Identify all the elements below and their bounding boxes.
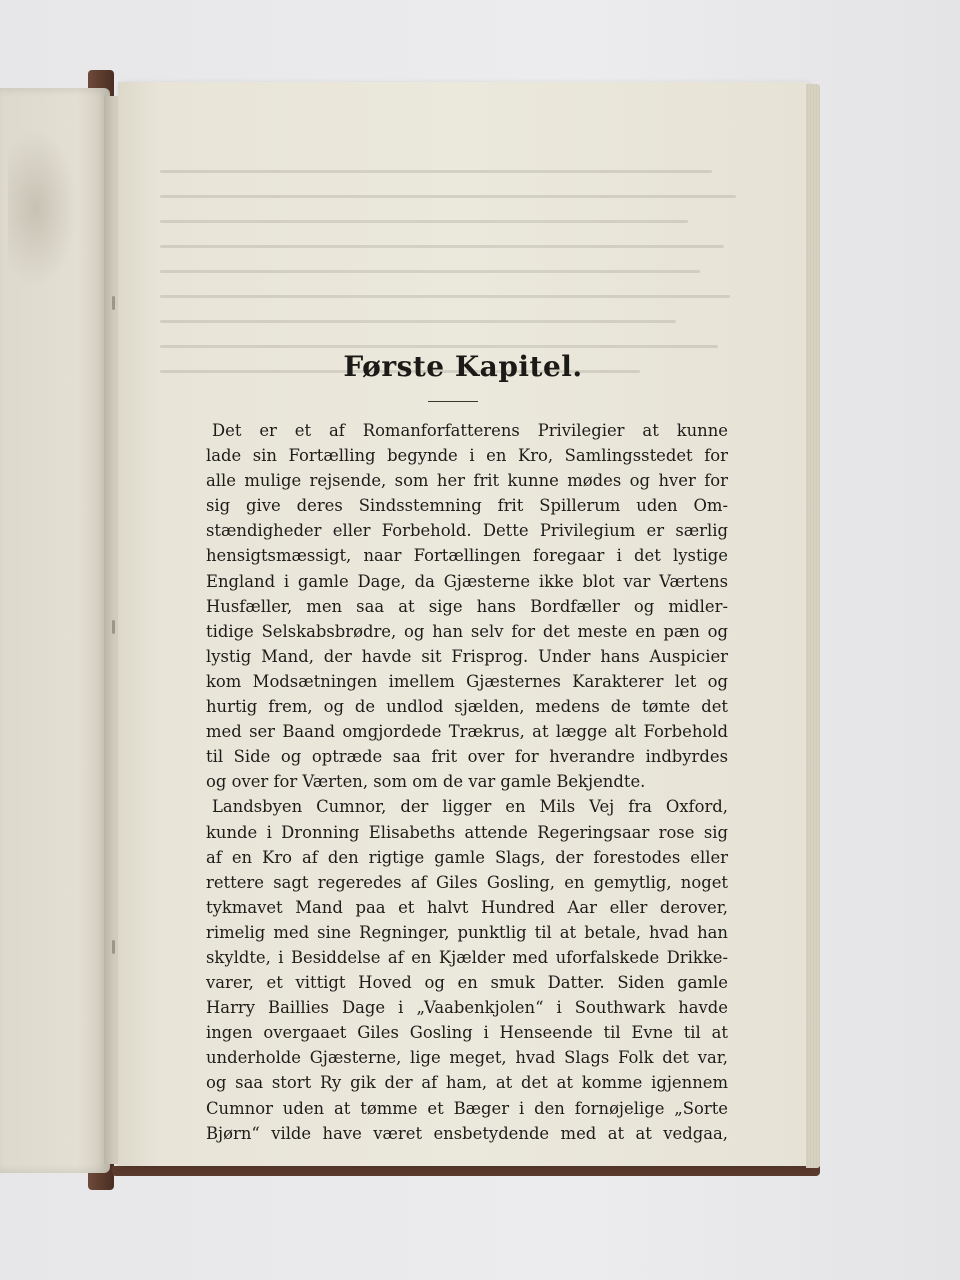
left-page (0, 88, 110, 1173)
text-line: Det er et af Romanforfatterens Privilegier at kunne (212, 421, 728, 440)
paragraph (206, 794, 728, 1145)
text-line: ingen overgaaet Giles Gosling i Henseende til Evne til at (206, 1023, 728, 1043)
text-line: hurtig frem, og de undlod sjælden, medens de tømte det (206, 697, 728, 717)
title-rule (428, 401, 478, 402)
text-line: Husfæller, men saa at sige hans Bordfæller og midler- (206, 596, 728, 616)
text-line: Bjørn“ vilde have været ensbetydende med at at vedgaa, (206, 1123, 728, 1143)
text-line: kunde i Dronning Elisabeths attende Regeringsaar rose sig (206, 822, 728, 842)
text-line: kom Modsætningen imellem Gjæsternes Karakterer let og (206, 671, 728, 691)
text-line: rimelig med sine Regninger, punktlig til at betale, hvad han (206, 922, 728, 942)
binding-stitch (112, 940, 115, 954)
text-line: med ser Baand omgjordede Trækrus, at lægge alt Forbehold (206, 722, 728, 742)
left-page-stain (8, 128, 78, 288)
binding-stitch (112, 620, 115, 634)
text-line: underholde Gjæsterne, lige meget, hvad Slags Folk det var, (206, 1048, 728, 1068)
binding-stitch (112, 296, 115, 310)
text-line: sig give deres Sindsstemning frit Spillerum uden Om- (206, 496, 728, 516)
text-line: og saa stort Ry gik der af ham, at det at komme igjennem (206, 1073, 728, 1093)
text-line: England i gamle Dage, da Gjæsterne ikke blot var Værtens (206, 571, 728, 591)
text-line: alle mulige rejsende, som her frit kunne mødes og hver for (206, 471, 728, 491)
cover-bottom-edge (112, 1166, 820, 1176)
text-line: til Side og optræde saa frit over for hverandre indbyrdes (206, 747, 728, 767)
text-line: lade sin Fortælling begynde i en Kro, Samlingsstedet for (206, 446, 728, 466)
text-line: Harry Baillies Dage i „Vaabenkjolen“ i Southwark havde (206, 998, 728, 1018)
chapter-body (206, 418, 728, 1146)
chapter-title: Første Kapitel. (343, 350, 583, 383)
text-line: tidige Selskabsbrødre, og han selv for det meste en pæn og (206, 621, 728, 641)
text-line: varer, et vittigt Hoved og en smuk Datter. Siden gamle (206, 973, 728, 993)
text-line: stændigheder eller Forbehold. Dette Privilegium er særlig (206, 521, 728, 541)
text-line: tykmavet Mand paa et halvt Hundred Aar eller derover, (206, 897, 728, 917)
text-line: skyldte, i Besiddelse af en Kjælder med uforfalskede Drikke- (206, 947, 728, 967)
text-line: hensigtsmæssigt, naar Fortællingen foregaar i det lystige (206, 546, 728, 566)
paragraph (206, 418, 728, 794)
text-line: Landsbyen Cumnor, der ligger en Mils Vej fra Oxford, (212, 797, 728, 817)
text-line: rettere sagt regeredes af Giles Gosling, en gemytlig, noget (206, 872, 728, 892)
text-line: Cumnor uden at tømme et Bæger i den fornøjelige „Sorte (206, 1098, 728, 1118)
page-block-edges (806, 84, 820, 1168)
text-line: og over for Værten, som om de var gamle Bekjendte. (206, 772, 646, 792)
text-line: af en Kro af den rigtige gamle Slags, der forestodes eller (206, 847, 728, 867)
text-line: lystig Mand, der havde sit Frisprog. Under hans Auspicier (206, 646, 728, 666)
